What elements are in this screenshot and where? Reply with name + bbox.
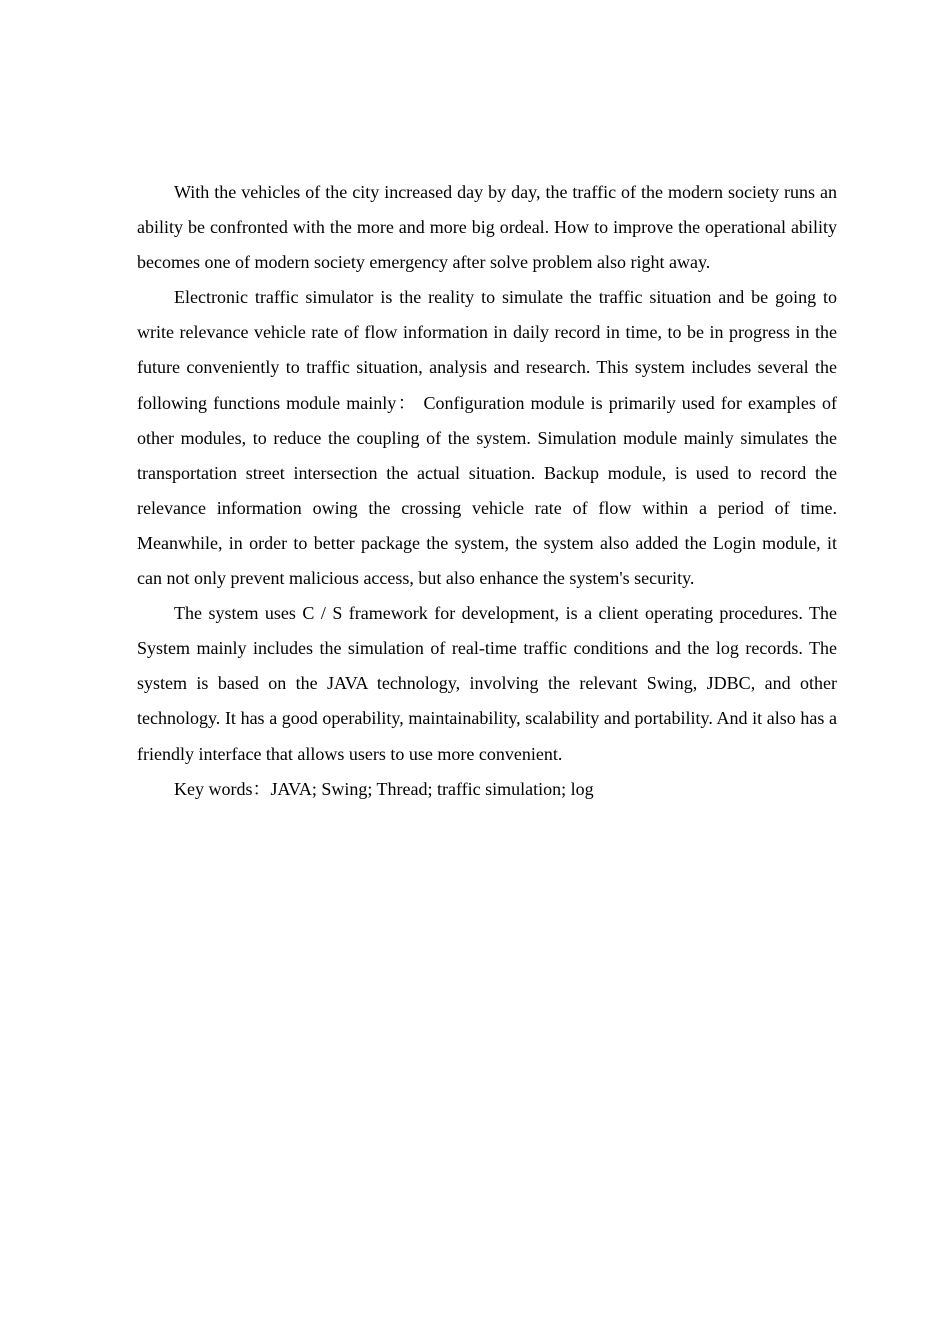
abstract-paragraph-3: The system uses C / S framework for development, is a client operating procedures. The System mainly includes the simulation of real-time traffic conditions and the log records. The system is based on the JAVA technology, involving the relevant Swing, JDBC, and other technology. It has a good operability, maintainability, scalability and portability. And it also has a friendly interface that allows users to use more convenient. [137,603,837,764]
keywords-line: Key words：JAVA; Swing; Thread; traffic simulation; log [174,778,594,799]
abstract-paragraph-1: With the vehicles of the city increased day by day, the traffic of the modern society runs an ability be confronted with the more and more big ordeal. How to improve the operational ability becomes one of modern society emergency after solve problem also right away. [137,182,837,273]
abstract-paragraph-2: Electronic traffic simulator is the reality to simulate the traffic situation and be going to write relevance vehicle rate of flow information in daily record in time, to be in progress in the future conveniently to traffic situation, analysis and research. This system includes several the following functions module mainly： Configuration module is primarily used for examples of other modules, to reduce the coupling of the system. Simulation module mainly simulates the transportation street intersection the actual situation. Backup module, is used to record the relevance information owing the crossing vehicle rate of flow within a period of time. Meanwhile, in order to better package the system, the system also added the Login module, it can not only prevent malicious access, but also enhance the system's security. [137,287,837,589]
abstract-body [137,175,837,807]
